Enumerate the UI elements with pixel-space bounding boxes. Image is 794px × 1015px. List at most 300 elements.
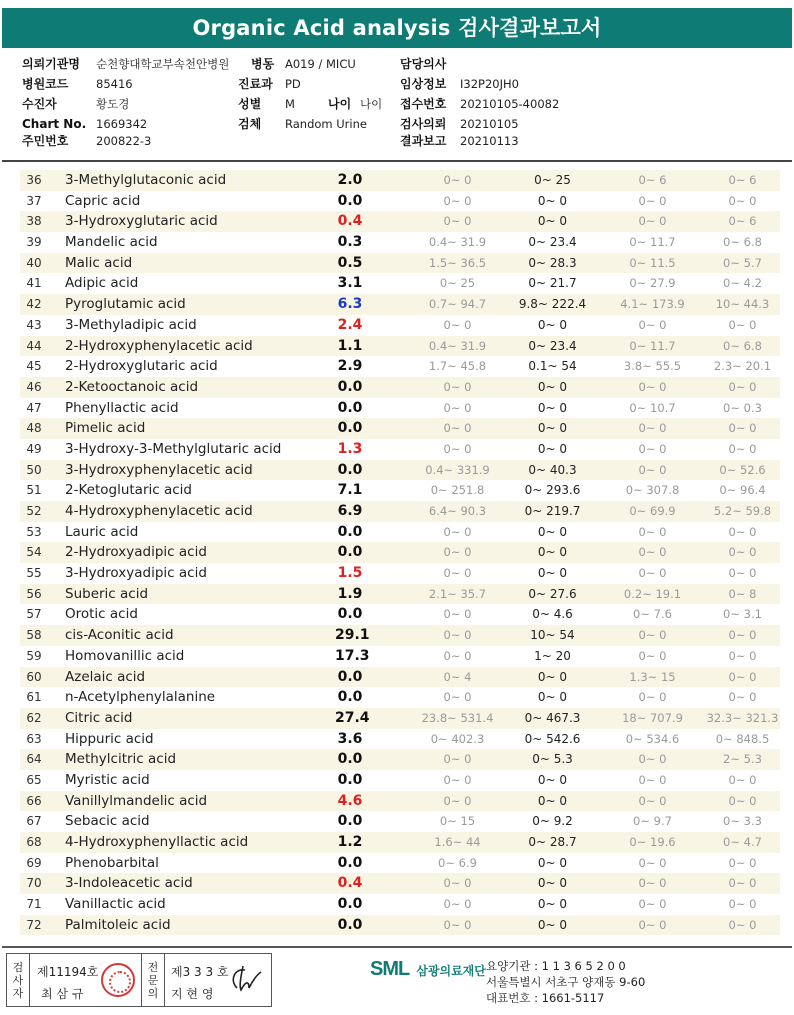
analyte-name: Capric acid xyxy=(65,192,141,209)
result-value: 20210113 xyxy=(460,134,519,148)
org-name: 삼광의료재단 xyxy=(416,964,486,978)
reference-range-4: 0~ 848.5 xyxy=(715,731,770,746)
table-row xyxy=(20,749,780,770)
reference-range-1: 0~ 0 xyxy=(443,421,472,436)
table-row xyxy=(20,418,780,439)
request-label: 검사의뢰 xyxy=(400,117,447,131)
result-value: 6.3 xyxy=(337,296,363,313)
reference-range-4: 0~ 0 xyxy=(728,772,757,787)
table-row xyxy=(20,853,780,874)
specialist-label: 전 문 의 xyxy=(141,954,165,1006)
reference-range-4: 0~ 0 xyxy=(728,524,757,539)
row-number: 61 xyxy=(26,690,42,705)
reference-range-4: 0~ 6.8 xyxy=(723,235,762,250)
results-table xyxy=(20,170,780,935)
reference-range-4: 0~ 0 xyxy=(728,193,757,208)
reference-range-4: 0~ 52.6 xyxy=(719,462,766,477)
reference-range-4: 0~ 0 xyxy=(728,648,757,663)
analyte-name: Vanillactic acid xyxy=(65,896,166,913)
table-row xyxy=(20,315,780,336)
org-phone: 대표번호 : 1661-5117 xyxy=(486,991,605,1005)
table-row xyxy=(20,667,780,688)
result-value: 0.0 xyxy=(337,523,363,540)
analyte-name: Phenyllactic acid xyxy=(65,399,179,416)
analyte-name: Citric acid xyxy=(65,709,133,726)
result-value: 3.6 xyxy=(337,730,363,747)
result-value: 7.1 xyxy=(337,482,363,499)
age-label: 나이 xyxy=(328,97,352,111)
table-row xyxy=(20,170,780,191)
result-value: 27.4 xyxy=(335,709,370,726)
reference-range-1: 1.6~ 44 xyxy=(434,835,481,849)
hospital-code-value: 85416 xyxy=(96,77,133,91)
reference-range-4: 2~ 5.3 xyxy=(723,752,762,767)
signature-box xyxy=(6,953,272,1007)
row-number: 66 xyxy=(26,793,42,808)
reference-range-4: 0~ 0 xyxy=(728,876,757,891)
reference-range-2: 0~ 27.6 xyxy=(528,586,577,601)
reference-range-4: 0~ 8 xyxy=(728,586,757,601)
row-number: 71 xyxy=(26,897,42,912)
reference-range-2: 0~ 0 xyxy=(537,545,568,560)
reference-range-2: 0~ 0 xyxy=(537,876,568,891)
row-number: 37 xyxy=(26,193,42,208)
reference-range-4: 0~ 0 xyxy=(728,441,757,456)
analyte-name: Sebacic acid xyxy=(65,813,150,830)
reference-range-4: 0~ 6.8 xyxy=(723,338,762,353)
clinical-label: 임상정보 xyxy=(400,77,447,91)
row-number: 45 xyxy=(26,359,42,374)
reference-range-4: 32.3~ 321.3 xyxy=(706,710,779,725)
analyte-name: Palmitoleic acid xyxy=(65,916,171,933)
analyte-name: Lauric acid xyxy=(65,523,139,540)
table-row xyxy=(20,480,780,501)
specimen-label: 검체 xyxy=(238,117,262,131)
reference-range-3: 0~ 19.6 xyxy=(629,835,676,849)
reference-range-4: 0~ 96.4 xyxy=(719,483,766,498)
analyte-name: 3-Hydroxyadipic acid xyxy=(65,565,207,582)
result-value: 0.5 xyxy=(337,254,363,271)
reference-range-2: 0~ 0 xyxy=(537,855,568,870)
result-value: 3.1 xyxy=(337,275,363,292)
reference-range-2: 0~ 0 xyxy=(537,897,568,912)
table-row xyxy=(20,377,780,398)
reference-range-3: 0.2~ 19.1 xyxy=(623,586,682,601)
reference-range-4: 0~ 0 xyxy=(728,855,757,870)
reference-range-3: 0~ 0 xyxy=(638,897,667,912)
age-value: 나이 xyxy=(360,97,383,111)
row-number: 59 xyxy=(26,648,42,663)
table-row xyxy=(20,273,780,294)
reference-range-3: 0~ 10.7 xyxy=(629,400,676,415)
recipient-value: 황도경 xyxy=(96,97,130,111)
analyte-name: Azelaic acid xyxy=(65,668,146,685)
specialist-name: 지 현 영 xyxy=(171,987,214,1001)
analyte-name: Pimelic acid xyxy=(65,420,146,437)
reference-range-1: 0~ 0 xyxy=(443,690,472,705)
row-number: 72 xyxy=(26,917,42,932)
analyte-name: Vanillylmandelic acid xyxy=(65,792,208,809)
reference-range-4: 0~ 0 xyxy=(728,917,757,932)
table-row xyxy=(20,791,780,812)
result-value: 1.3 xyxy=(337,440,363,457)
reference-range-3: 0~ 307.8 xyxy=(625,483,680,498)
analyte-name: 3-Methylglutaconic acid xyxy=(65,172,227,188)
reference-range-1: 0~ 0 xyxy=(443,317,472,332)
result-value: 0.4 xyxy=(337,213,363,230)
reference-range-1: 0~ 0 xyxy=(443,793,472,808)
reference-range-4: 0~ 0 xyxy=(728,628,757,643)
reference-range-2: 0~ 4.6 xyxy=(532,607,573,622)
reference-range-1: 0~ 0 xyxy=(443,917,472,932)
chart-label: Chart No. xyxy=(22,117,87,131)
reference-range-2: 0~ 0 xyxy=(537,917,568,932)
header-divider xyxy=(2,160,792,162)
row-number: 36 xyxy=(26,173,42,187)
row-number: 51 xyxy=(26,483,42,498)
row-number: 56 xyxy=(26,586,42,601)
reference-range-3: 0~ 0 xyxy=(638,628,667,643)
reference-range-4: 0~ 0 xyxy=(728,379,757,394)
reference-range-3: 18~ 707.9 xyxy=(622,710,683,725)
reference-range-1: 1.7~ 45.8 xyxy=(428,359,487,374)
dept-value: PD xyxy=(285,77,301,91)
analyte-name: 4-Hydroxyphenyllactic acid xyxy=(65,834,249,850)
reference-range-1: 0~ 25 xyxy=(439,276,476,291)
reference-range-2: 0~ 0 xyxy=(537,524,568,539)
reference-range-2: 0~ 0 xyxy=(537,379,568,394)
reference-range-3: 0~ 9.7 xyxy=(633,814,672,829)
result-value: 1.9 xyxy=(337,585,363,602)
reference-range-4: 0~ 0 xyxy=(728,669,757,684)
row-number: 47 xyxy=(26,400,42,415)
reference-range-1: 0~ 15 xyxy=(439,814,476,829)
id-value: 200822-3 xyxy=(96,134,152,148)
table-row xyxy=(20,770,780,791)
row-number: 60 xyxy=(26,669,42,684)
reference-range-1: 0~ 251.8 xyxy=(430,483,485,498)
reference-range-4: 2.3~ 20.1 xyxy=(713,359,772,374)
reference-range-2: 0~ 542.6 xyxy=(524,731,581,746)
result-value: 0.0 xyxy=(337,461,363,478)
analyte-name: 2-Ketoglutaric acid xyxy=(65,482,192,499)
result-value: 0.4 xyxy=(337,875,363,892)
reference-range-2: 0~ 0 xyxy=(537,400,568,415)
analyte-name: n-Acetylphenylalanine xyxy=(65,689,216,706)
reference-range-1: 0~ 0 xyxy=(443,400,472,415)
table-row xyxy=(20,625,780,646)
reference-range-1: 0~ 0 xyxy=(443,607,472,622)
result-value: 1.2 xyxy=(337,834,363,850)
reference-range-4: 0~ 3.1 xyxy=(723,607,762,622)
chart-value: 1669342 xyxy=(96,117,148,131)
reference-range-1: 0~ 4 xyxy=(443,669,472,684)
request-value: 20210105 xyxy=(460,117,519,131)
ward-value: A019 / MICU xyxy=(285,57,356,71)
analyte-name: Hippuric acid xyxy=(65,730,154,747)
result-value: 0.0 xyxy=(337,420,363,437)
table-row xyxy=(20,873,780,894)
reference-range-2: 0~ 23.4 xyxy=(528,338,577,353)
signature-mark xyxy=(227,962,267,996)
reference-range-2: 0~ 0 xyxy=(537,421,568,436)
analyte-name: cis-Aconitic acid xyxy=(65,627,174,644)
reference-range-3: 4.1~ 173.9 xyxy=(620,297,685,312)
reference-range-3: 0~ 11.7 xyxy=(629,338,676,353)
table-row xyxy=(20,832,780,853)
analyte-name: 4-Hydroxyphenylacetic acid xyxy=(65,503,253,519)
reference-range-2: 0~ 5.3 xyxy=(532,752,573,767)
reference-range-3: 0~ 6 xyxy=(638,173,667,187)
row-number: 44 xyxy=(26,338,42,353)
reference-range-2: 0~ 219.7 xyxy=(524,504,581,518)
reference-range-3: 1.3~ 15 xyxy=(629,669,676,684)
analyte-name: Malic acid xyxy=(65,254,133,271)
result-value: 29.1 xyxy=(335,627,370,644)
table-row xyxy=(20,915,780,936)
analyte-name: Mandelic acid xyxy=(65,234,158,251)
table-row xyxy=(20,211,780,232)
reference-range-1: 0~ 0 xyxy=(443,876,472,891)
reference-range-2: 0~ 21.7 xyxy=(528,276,577,291)
reference-range-2: 0~ 0 xyxy=(537,214,568,229)
analyte-name: Myristic acid xyxy=(65,771,150,788)
reference-range-3: 0~ 0 xyxy=(638,421,667,436)
reference-range-4: 0~ 0 xyxy=(728,421,757,436)
reference-range-3: 0~ 0 xyxy=(638,462,667,477)
receipt-value: 20210105-40082 xyxy=(460,97,560,111)
reference-range-1: 0~ 0 xyxy=(443,214,472,229)
hospital-code-label: 병원코드 xyxy=(22,77,69,91)
sml-logo-mark: SML xyxy=(370,958,410,980)
reference-range-4: 0~ 4.7 xyxy=(723,835,762,849)
reference-range-2: 9.8~ 222.4 xyxy=(518,297,587,312)
reference-range-4: 0~ 6 xyxy=(728,173,757,187)
table-row xyxy=(20,563,780,584)
recipient-label: 수진자 xyxy=(22,97,57,111)
row-number: 48 xyxy=(26,421,42,436)
reference-range-3: 0~ 0 xyxy=(638,379,667,394)
reference-range-2: 0~ 28.7 xyxy=(528,835,577,849)
reference-range-4: 0~ 5.7 xyxy=(723,255,762,270)
result-value: 0.0 xyxy=(337,399,363,416)
analyte-name: 2-Hydroxyadipic acid xyxy=(65,544,207,561)
analyte-name: 3-Hydroxyglutaric acid xyxy=(65,213,218,230)
reference-range-3: 0~ 0 xyxy=(638,772,667,787)
reference-range-3: 0~ 0 xyxy=(638,793,667,808)
client-label: 의뢰기관명 xyxy=(22,57,80,71)
reference-range-4: 0~ 0 xyxy=(728,317,757,332)
analyte-name: 3-Indoleacetic acid xyxy=(65,875,193,892)
reference-range-2: 10~ 54 xyxy=(530,628,575,643)
reference-range-2: 0~ 0 xyxy=(537,793,568,808)
reference-range-3: 0~ 0 xyxy=(638,441,667,456)
table-row xyxy=(20,542,780,563)
dept-label: 진료과 xyxy=(238,77,273,91)
org-address: 서울특별시 서초구 양재동 9-60 xyxy=(486,975,646,989)
row-number: 63 xyxy=(26,731,42,746)
reference-range-1: 0.4~ 331.9 xyxy=(425,462,490,477)
table-row xyxy=(20,708,780,729)
reference-range-3: 0~ 0 xyxy=(638,648,667,663)
result-value: 0.0 xyxy=(337,813,363,830)
row-number: 38 xyxy=(26,214,42,229)
table-row xyxy=(20,439,780,460)
result-value: 6.9 xyxy=(337,503,363,519)
row-number: 41 xyxy=(26,276,42,291)
reference-range-1: 0~ 0 xyxy=(443,193,472,208)
row-number: 52 xyxy=(26,504,42,518)
reference-range-3: 0~ 0 xyxy=(638,690,667,705)
table-row xyxy=(20,294,780,315)
row-number: 67 xyxy=(26,814,42,829)
reference-range-4: 0~ 0.3 xyxy=(723,400,762,415)
table-row xyxy=(20,398,780,419)
result-value: 4.6 xyxy=(337,792,363,809)
reference-range-2: 0~ 0 xyxy=(537,317,568,332)
reference-range-2: 0~ 293.6 xyxy=(524,483,581,498)
row-number: 43 xyxy=(26,317,42,332)
row-number: 40 xyxy=(26,255,42,270)
reference-range-1: 0~ 0 xyxy=(443,628,472,643)
table-row xyxy=(20,460,780,481)
reference-range-4: 0~ 0 xyxy=(728,690,757,705)
reference-range-3: 0~ 27.9 xyxy=(629,276,676,291)
table-row xyxy=(20,356,780,377)
reference-range-3: 0~ 0 xyxy=(638,214,667,229)
analyte-name: Homovanillic acid xyxy=(65,647,185,664)
reference-range-4: 5.2~ 59.8 xyxy=(713,504,772,518)
reference-range-1: 0.7~ 94.7 xyxy=(428,297,487,312)
result-value: 0.0 xyxy=(337,751,363,768)
reference-range-3: 0~ 0 xyxy=(638,317,667,332)
reference-range-4: 0~ 0 xyxy=(728,897,757,912)
table-row xyxy=(20,894,780,915)
reference-range-1: 0~ 0 xyxy=(443,897,472,912)
reference-range-1: 0~ 402.3 xyxy=(430,731,485,746)
row-number: 57 xyxy=(26,607,42,622)
reference-range-1: 0~ 6.9 xyxy=(438,855,477,870)
row-number: 46 xyxy=(26,379,42,394)
analyte-name: Pyroglutamic acid xyxy=(65,296,186,313)
reference-range-3: 0~ 7.6 xyxy=(633,607,672,622)
id-label: 주민번호 xyxy=(22,134,69,148)
reference-range-3: 0~ 0 xyxy=(638,524,667,539)
reference-range-3: 0~ 0 xyxy=(638,752,667,767)
analyte-name: 3-Methyladipic acid xyxy=(65,316,197,333)
reference-range-4: 0~ 0 xyxy=(728,566,757,581)
table-row xyxy=(20,811,780,832)
analyte-name: Orotic acid xyxy=(65,606,138,623)
analyte-name: Suberic acid xyxy=(65,585,149,602)
result-value: 2.0 xyxy=(337,172,363,188)
reference-range-1: 2.1~ 35.7 xyxy=(428,586,487,601)
specimen-value: Random Urine xyxy=(285,117,367,131)
reference-range-1: 0~ 0 xyxy=(443,772,472,787)
inspector-number: 제11194호 xyxy=(37,965,99,979)
result-value: 0.0 xyxy=(337,771,363,788)
reference-range-1: 0~ 0 xyxy=(443,545,472,560)
reference-range-1: 0~ 0 xyxy=(443,441,472,456)
analyte-name: 2-Hydroxyphenylacetic acid xyxy=(65,337,253,354)
result-value: 1.1 xyxy=(337,337,363,354)
reference-range-3: 0~ 0 xyxy=(638,193,667,208)
reference-range-4: 0~ 3.3 xyxy=(723,814,762,829)
table-row xyxy=(20,687,780,708)
reference-range-2: 0~ 28.3 xyxy=(528,255,577,270)
result-value: 0.0 xyxy=(337,606,363,623)
reference-range-1: 0~ 0 xyxy=(443,379,472,394)
sex-value: M xyxy=(285,97,295,111)
table-row xyxy=(20,253,780,274)
result-value: 2.4 xyxy=(337,316,363,333)
row-number: 53 xyxy=(26,524,42,539)
reference-range-3: 3.8~ 55.5 xyxy=(623,359,682,374)
reference-range-1: 23.8~ 531.4 xyxy=(421,710,494,725)
receipt-label: 접수번호 xyxy=(400,97,447,111)
row-number: 49 xyxy=(26,441,42,456)
reference-range-2: 0.1~ 54 xyxy=(528,359,577,374)
row-number: 42 xyxy=(26,297,42,312)
row-number: 70 xyxy=(26,876,42,891)
sex-label: 성별 xyxy=(238,97,262,111)
reference-range-3: 0~ 69.9 xyxy=(629,504,676,518)
table-row xyxy=(20,522,780,543)
reference-range-3: 0~ 0 xyxy=(638,917,667,932)
reference-range-4: 10~ 44.3 xyxy=(715,297,770,312)
reference-range-1: 1.5~ 36.5 xyxy=(428,255,487,270)
ward-label: 병동 xyxy=(251,57,275,71)
row-number: 62 xyxy=(26,710,42,725)
row-number: 39 xyxy=(26,235,42,250)
reference-range-3: 0~ 0 xyxy=(638,566,667,581)
reference-range-1: 0~ 0 xyxy=(443,173,472,187)
table-row xyxy=(20,729,780,750)
reference-range-2: 0~ 0 xyxy=(537,669,568,684)
reference-range-1: 0.4~ 31.9 xyxy=(428,235,487,250)
client-value: 순천향대학교부속천안병원 xyxy=(96,57,230,71)
reference-range-3: 0~ 11.7 xyxy=(629,235,676,250)
table-row xyxy=(20,336,780,357)
row-number: 54 xyxy=(26,545,42,560)
reference-range-3: 0~ 11.5 xyxy=(629,255,676,270)
reference-range-1: 0~ 0 xyxy=(443,752,472,767)
specialist-number: 제3 3 3 호 xyxy=(171,965,229,979)
reference-range-4: 0~ 0 xyxy=(728,793,757,808)
row-number: 69 xyxy=(26,855,42,870)
row-number: 64 xyxy=(26,752,42,767)
table-row xyxy=(20,191,780,212)
reference-range-1: 0~ 0 xyxy=(443,524,472,539)
row-number: 55 xyxy=(26,566,42,581)
reference-range-3: 0~ 0 xyxy=(638,876,667,891)
reference-range-2: 1~ 20 xyxy=(534,648,571,663)
reference-range-2: 0~ 0 xyxy=(537,193,568,208)
table-row xyxy=(20,232,780,253)
reference-range-2: 0~ 0 xyxy=(537,566,568,581)
analyte-name: Adipic acid xyxy=(65,275,139,292)
result-value: 0.0 xyxy=(337,689,363,706)
reference-range-4: 0~ 0 xyxy=(728,545,757,560)
result-label: 결과보고 xyxy=(400,134,447,148)
result-value: 0.0 xyxy=(337,668,363,685)
result-value: 0.0 xyxy=(337,854,363,871)
result-value: 0.0 xyxy=(337,378,363,395)
reference-range-2: 0~ 0 xyxy=(537,772,568,787)
sml-logo xyxy=(370,958,486,981)
reference-range-1: 0.4~ 31.9 xyxy=(428,338,487,353)
analyte-name: 2-Ketooctanoic acid xyxy=(65,378,199,395)
